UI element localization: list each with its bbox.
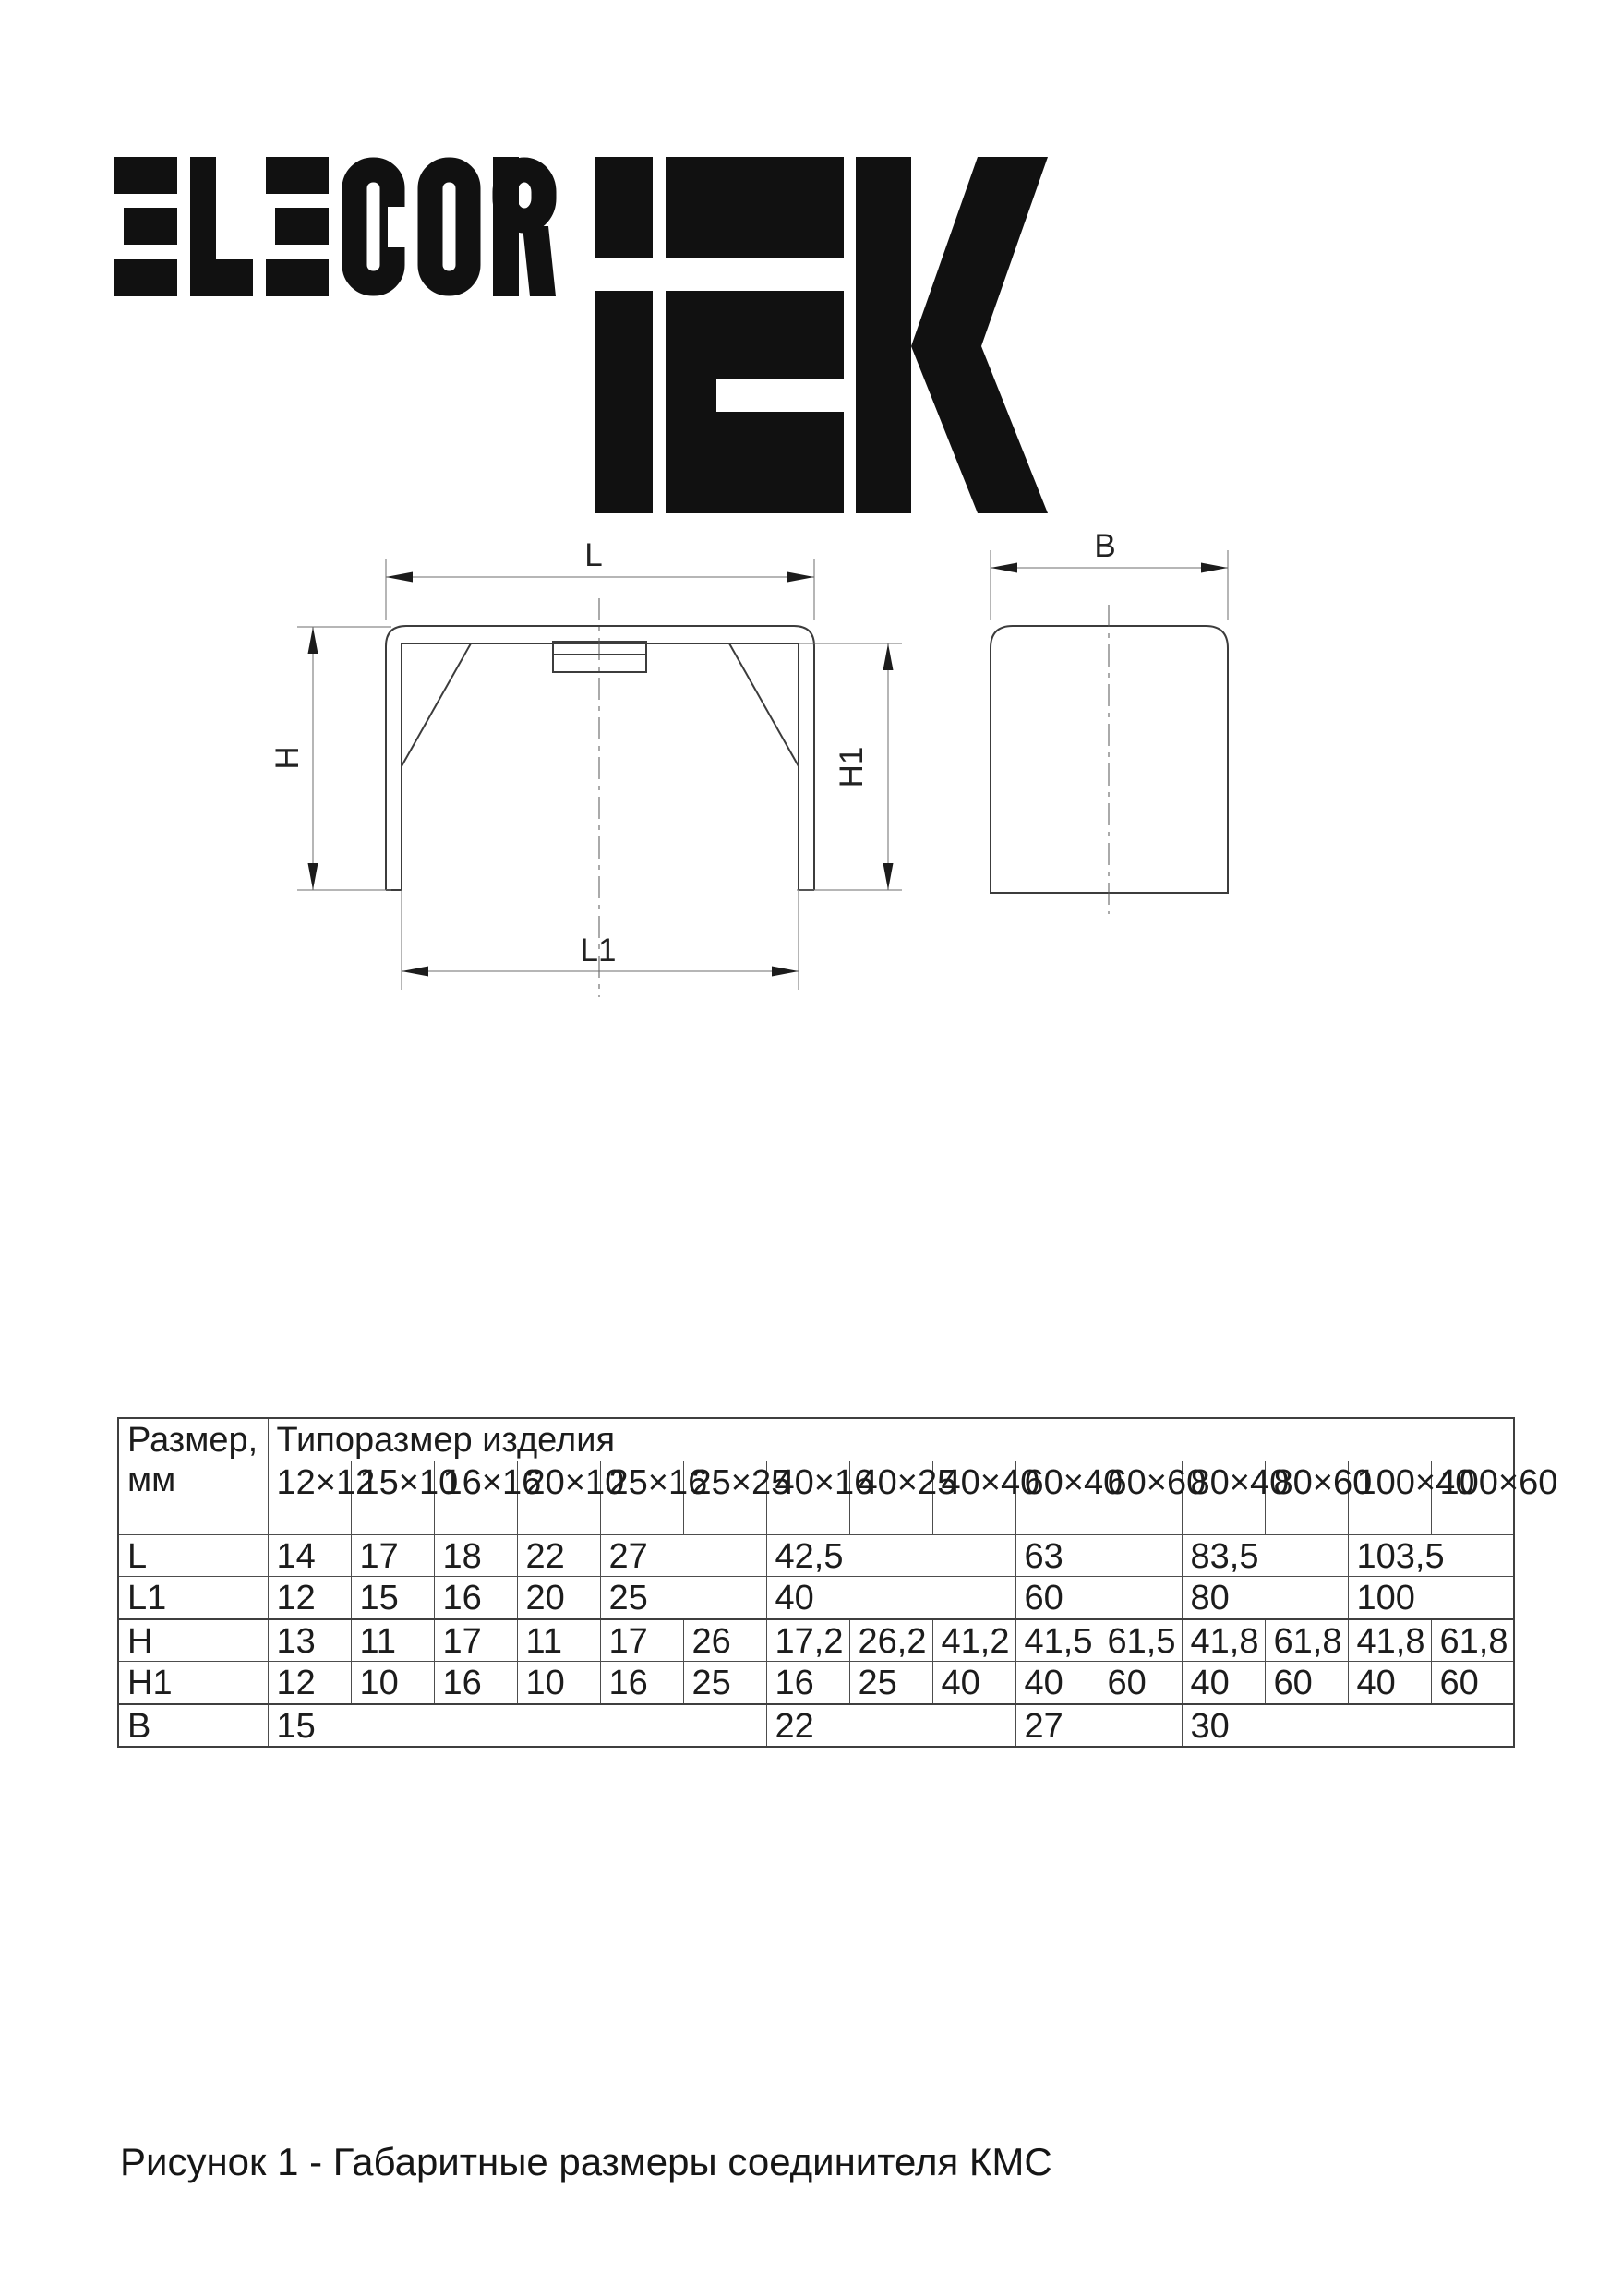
table-cell: 13 [268,1619,351,1662]
dim-b-arrow-right [1201,563,1228,573]
iek-e-notch [716,379,844,412]
table-row-H1 [118,1662,1514,1704]
table-row-L [118,1534,1514,1577]
table-cell: 17 [351,1534,434,1577]
table-cell: 15 [268,1704,766,1748]
table-size-header: 15×10 [351,1461,434,1534]
front-view [270,537,902,997]
table-cell: 63 [1015,1534,1182,1577]
table-cell: 18 [434,1534,517,1577]
table-cell: 41,2 [932,1619,1015,1662]
table-cell: 16 [434,1662,517,1704]
table-cell: 41,8 [1182,1619,1265,1662]
table-size-header: 16×16 [434,1461,517,1534]
front-outer-profile [386,626,814,890]
table-cell: 100 [1348,1577,1514,1619]
table-cell: 10 [351,1662,434,1704]
dim-l1-label: L1 [580,932,617,968]
dimensions-table [117,1417,1558,1748]
table-cell: 103,5 [1348,1534,1514,1577]
dim-h-label: H [270,746,306,770]
table-cell: 14 [268,1534,351,1577]
table-cell: 60 [1265,1662,1348,1704]
table-cell: 20 [517,1577,600,1619]
table-size-header: 40×16 [766,1461,849,1534]
front-left-gusset [402,643,471,766]
table-corner-header: Размер, мм [118,1418,268,1534]
iek-e-top [666,157,844,258]
table-cell: 27 [1015,1704,1182,1748]
dim-h [297,627,391,890]
table-cell: 17,2 [766,1619,849,1662]
dim-h1-arrow-bottom [883,863,894,890]
table-cell: 16 [434,1577,517,1619]
iek-i-stem [595,291,653,513]
table-size-header: 100×60 [1431,1461,1514,1534]
table-cell: 40 [1348,1662,1431,1704]
table-cell: 83,5 [1182,1534,1348,1577]
table-cell: 12 [268,1577,351,1619]
table-size-header: 40×25 [849,1461,932,1534]
table-cell: 30 [1182,1704,1514,1748]
table-cell: 22 [517,1534,600,1577]
table-cell: 40 [766,1577,1015,1619]
iek-k-stem [856,157,911,513]
dim-h1-label: H1 [834,746,870,788]
dim-l-arrow-right [787,572,814,583]
table-cell: 10 [517,1662,600,1704]
front-right-gusset [729,643,799,766]
table-cell: 60 [1099,1662,1182,1704]
table-cell: 41,5 [1015,1619,1099,1662]
table-cell: 17 [600,1619,683,1662]
dim-l1-arrow-left [402,967,428,977]
table-size-header: 60×40 [1015,1461,1099,1534]
elecor-logo [114,157,556,296]
dim-l1-arrow-right [772,967,799,977]
table-row-label: L1 [118,1577,268,1619]
table-size-header: 80×40 [1182,1461,1265,1534]
dim-h-arrow-bottom [308,863,318,890]
table-row-label: H1 [118,1662,268,1704]
table-size-header: 25×16 [600,1461,683,1534]
dim-b-label: B [1094,528,1116,564]
table-cell: 16 [766,1662,849,1704]
table-size-header: 40×40 [932,1461,1015,1534]
table-row-label: H [118,1619,268,1662]
dim-h1-arrow-top [883,643,894,670]
table-cell: 16 [600,1662,683,1704]
table-cell: 61,5 [1099,1619,1182,1662]
page-artwork [0,0,1622,1108]
table-row-B [118,1704,1514,1748]
side-view [991,528,1228,914]
table-cell: 25 [683,1662,766,1704]
iek-k-lower-arm [911,346,1048,513]
table-cell: 42,5 [766,1534,1015,1577]
table-cell: 26 [683,1619,766,1662]
table-cell: 25 [600,1577,766,1619]
table-size-header: 12×12 [268,1461,351,1534]
iek-k-upper-arm [911,157,1048,346]
table-cell: 11 [517,1619,600,1662]
table-cell: 25 [849,1662,932,1704]
dim-l-arrow-left [386,572,413,583]
table-group-header: Типоразмер изделия [268,1418,1514,1461]
table-body [118,1418,1558,1747]
table-row-label: B [118,1704,268,1748]
table-row-H [118,1619,1514,1662]
iek-i-dot [595,157,653,258]
table-cell: 12 [268,1662,351,1704]
table-row-label: L [118,1534,268,1577]
figure-caption: Рисунок 1 - Габаритные размеры соединителя КМС [120,2140,1052,2183]
dimensions-table-wrap [117,1417,1558,1748]
table-cell: 22 [766,1704,1015,1748]
table-size-header: 20×10 [517,1461,600,1534]
dim-b-arrow-left [991,563,1017,573]
table-cell: 27 [600,1534,766,1577]
table-cell: 17 [434,1619,517,1662]
table-size-header: 25×25 [683,1461,766,1534]
iek-logo [595,157,1048,513]
table-cell: 40 [932,1662,1015,1704]
table-row-L1 [118,1577,1514,1619]
table-cell: 60 [1431,1662,1514,1704]
table-cell: 61,8 [1431,1619,1514,1662]
table-cell: 15 [351,1577,434,1619]
dim-h-arrow-top [308,627,318,654]
table-size-header: 100×40 [1348,1461,1431,1534]
table-cell: 11 [351,1619,434,1662]
table-size-header: 80×60 [1265,1461,1348,1534]
table-size-header: 60×60 [1099,1461,1182,1534]
table-cell: 60 [1015,1577,1182,1619]
table-cell: 26,2 [849,1619,932,1662]
table-cell: 41,8 [1348,1619,1431,1662]
dim-l-label: L [584,537,603,573]
table-cell: 61,8 [1265,1619,1348,1662]
table-cell: 80 [1182,1577,1348,1619]
table-cell: 40 [1182,1662,1265,1704]
table-cell: 40 [1015,1662,1099,1704]
